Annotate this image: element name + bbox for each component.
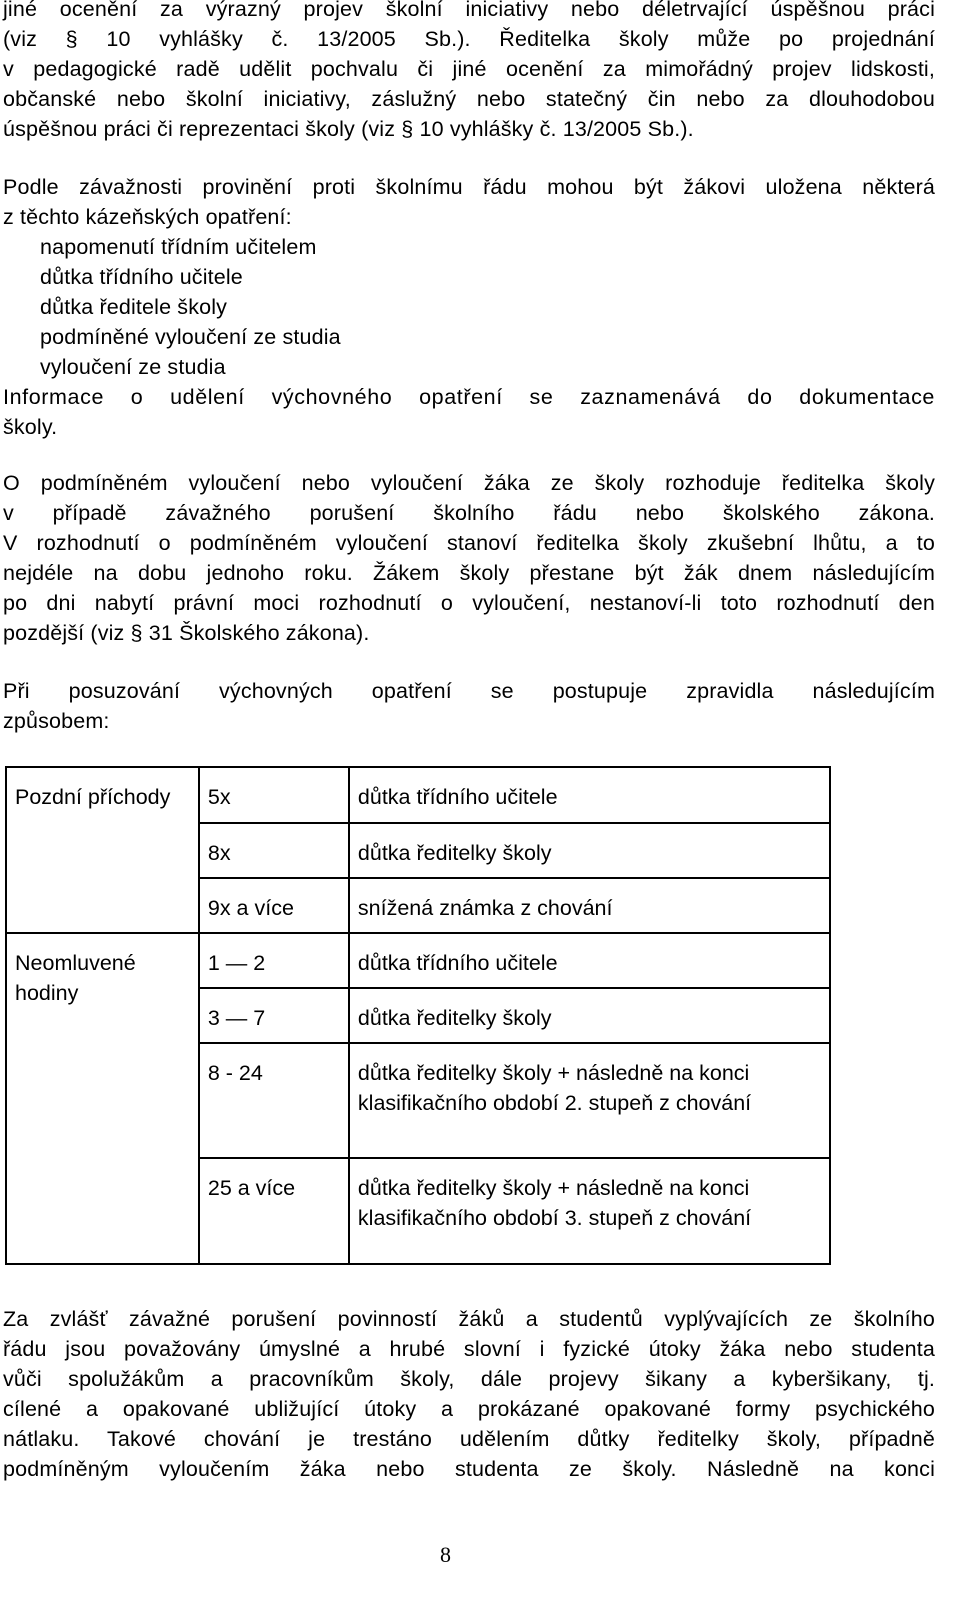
count-cell: 5x [199, 767, 349, 823]
text-line: řádu jsou považovány úmyslné a hrubé slovní i fyzické útoky žáka nebo studenta [3, 1337, 935, 1361]
measures-table [5, 766, 831, 1265]
text-line: O podmíněném vyloučení nebo vyloučení žáka ze školy rozhoduje ředitelka školy [3, 471, 935, 495]
text-line: Podle závažnosti provinění proti školnímu řádu mohou být žákovi uložena některá [3, 175, 935, 199]
text-line: způsobem: [3, 709, 110, 733]
expulsion-paragraph [3, 468, 935, 648]
text-line: V rozhodnutí o podmíněném vyloučení stanoví ředitelka školy zkušební lhůtu, a to [3, 531, 935, 555]
text-line: (viz § 10 vyhlášky č. 13/2005 Sb.). Ředitelka školy může po projednání [3, 27, 935, 51]
penalty-item: důtka třídního učitele [40, 265, 243, 289]
penalty-item: důtka ředitele školy [40, 295, 228, 319]
count-cell: 9x a více [199, 878, 349, 933]
result-cell: snížená známka z chování [349, 878, 830, 933]
penalty-item: vyloučení ze studia [40, 355, 226, 379]
text-line: v případě závažného porušení školního řádu nebo školského zákona. [3, 501, 935, 525]
text-line: pozdější (viz § 31 Školského zákona). [3, 621, 370, 645]
text-line: cílené a opakované ubližující útoky a prokázané opakované formy psychického [3, 1397, 935, 1421]
result-cell: důtka ředitelky školy + následně na konci klasifikačního období 3. stupeň z chování [349, 1158, 830, 1264]
count-cell: 3 — 7 [199, 988, 349, 1043]
result-cell: důtka ředitelky školy [349, 988, 830, 1043]
text-line: jiné ocenění za výrazný projev školní iniciativy nebo déletrvající úspěšnou práci [3, 0, 935, 21]
count-cell: 25 a více [199, 1158, 349, 1264]
count-cell: 8 - 24 [199, 1043, 349, 1158]
text-line: školy. [3, 415, 58, 439]
result-cell: důtka třídního učitele [349, 767, 830, 823]
procedure-paragraph [3, 676, 935, 736]
penalty-item: podmíněné vyloučení ze studia [40, 325, 341, 349]
penalty-item: napomenutí třídním učitelem [40, 235, 317, 259]
intro-paragraph [3, 0, 935, 144]
category-cell: Pozdní příchody [6, 767, 199, 933]
text-line: občanské nebo školní iniciativy, záslužný nebo statečný čin nebo za dlouhodobou [3, 87, 935, 111]
result-cell: důtka ředitelky školy + následně na konci klasifikačního období 2. stupeň z chování [349, 1043, 830, 1158]
serious-violations-paragraph [3, 1304, 935, 1484]
text-line: Při posuzování výchovných opatření se postupuje zpravidla následujícím [3, 679, 935, 703]
text-line: po dni nabytí právní moci rozhodnutí o vyloučení, nestanoví-li toto rozhodnutí den [3, 591, 935, 615]
text-line: podmíněným vyloučením žáka nebo studenta ze školy. Následně na konci [3, 1457, 935, 1481]
page-number: 8 [440, 1542, 451, 1567]
result-cell: důtka ředitelky školy [349, 823, 830, 878]
text-line: Za zvlášť závažné porušení povinností žáků a studentů vyplývajících ze školního [3, 1307, 935, 1331]
text-line: nátlaku. Takové chování je trestáno udělením důtky ředitelky školy, případně [3, 1427, 935, 1451]
count-cell: 1 — 2 [199, 933, 349, 988]
count-cell: 8x [199, 823, 349, 878]
table-row [6, 933, 830, 988]
text-line: nejdéle na dobu jednoho roku. Žákem školy přestane být žák dnem následujícím [3, 561, 935, 585]
table-row [6, 767, 830, 823]
text-line: vůči spolužákům a pracovníkům školy, dále projevy šikany a kyberšikany, tj. [3, 1367, 935, 1391]
text-line: z těchto kázeňských opatření: [3, 205, 292, 229]
penalties-paragraph [3, 172, 935, 442]
text-line: Informace o udělení výchovného opatření se zaznamenává do dokumentace [3, 385, 935, 409]
text-line: v pedagogické radě udělit pochvalu či jiné ocenění za mimořádný projev lidskosti, [3, 57, 935, 81]
text-line: úspěšnou práci či reprezentaci školy (viz § 10 vyhlášky č. 13/2005 Sb.). [3, 117, 694, 141]
result-cell: důtka třídního učitele [349, 933, 830, 988]
category-cell: Neomluvené hodiny [6, 933, 199, 1264]
